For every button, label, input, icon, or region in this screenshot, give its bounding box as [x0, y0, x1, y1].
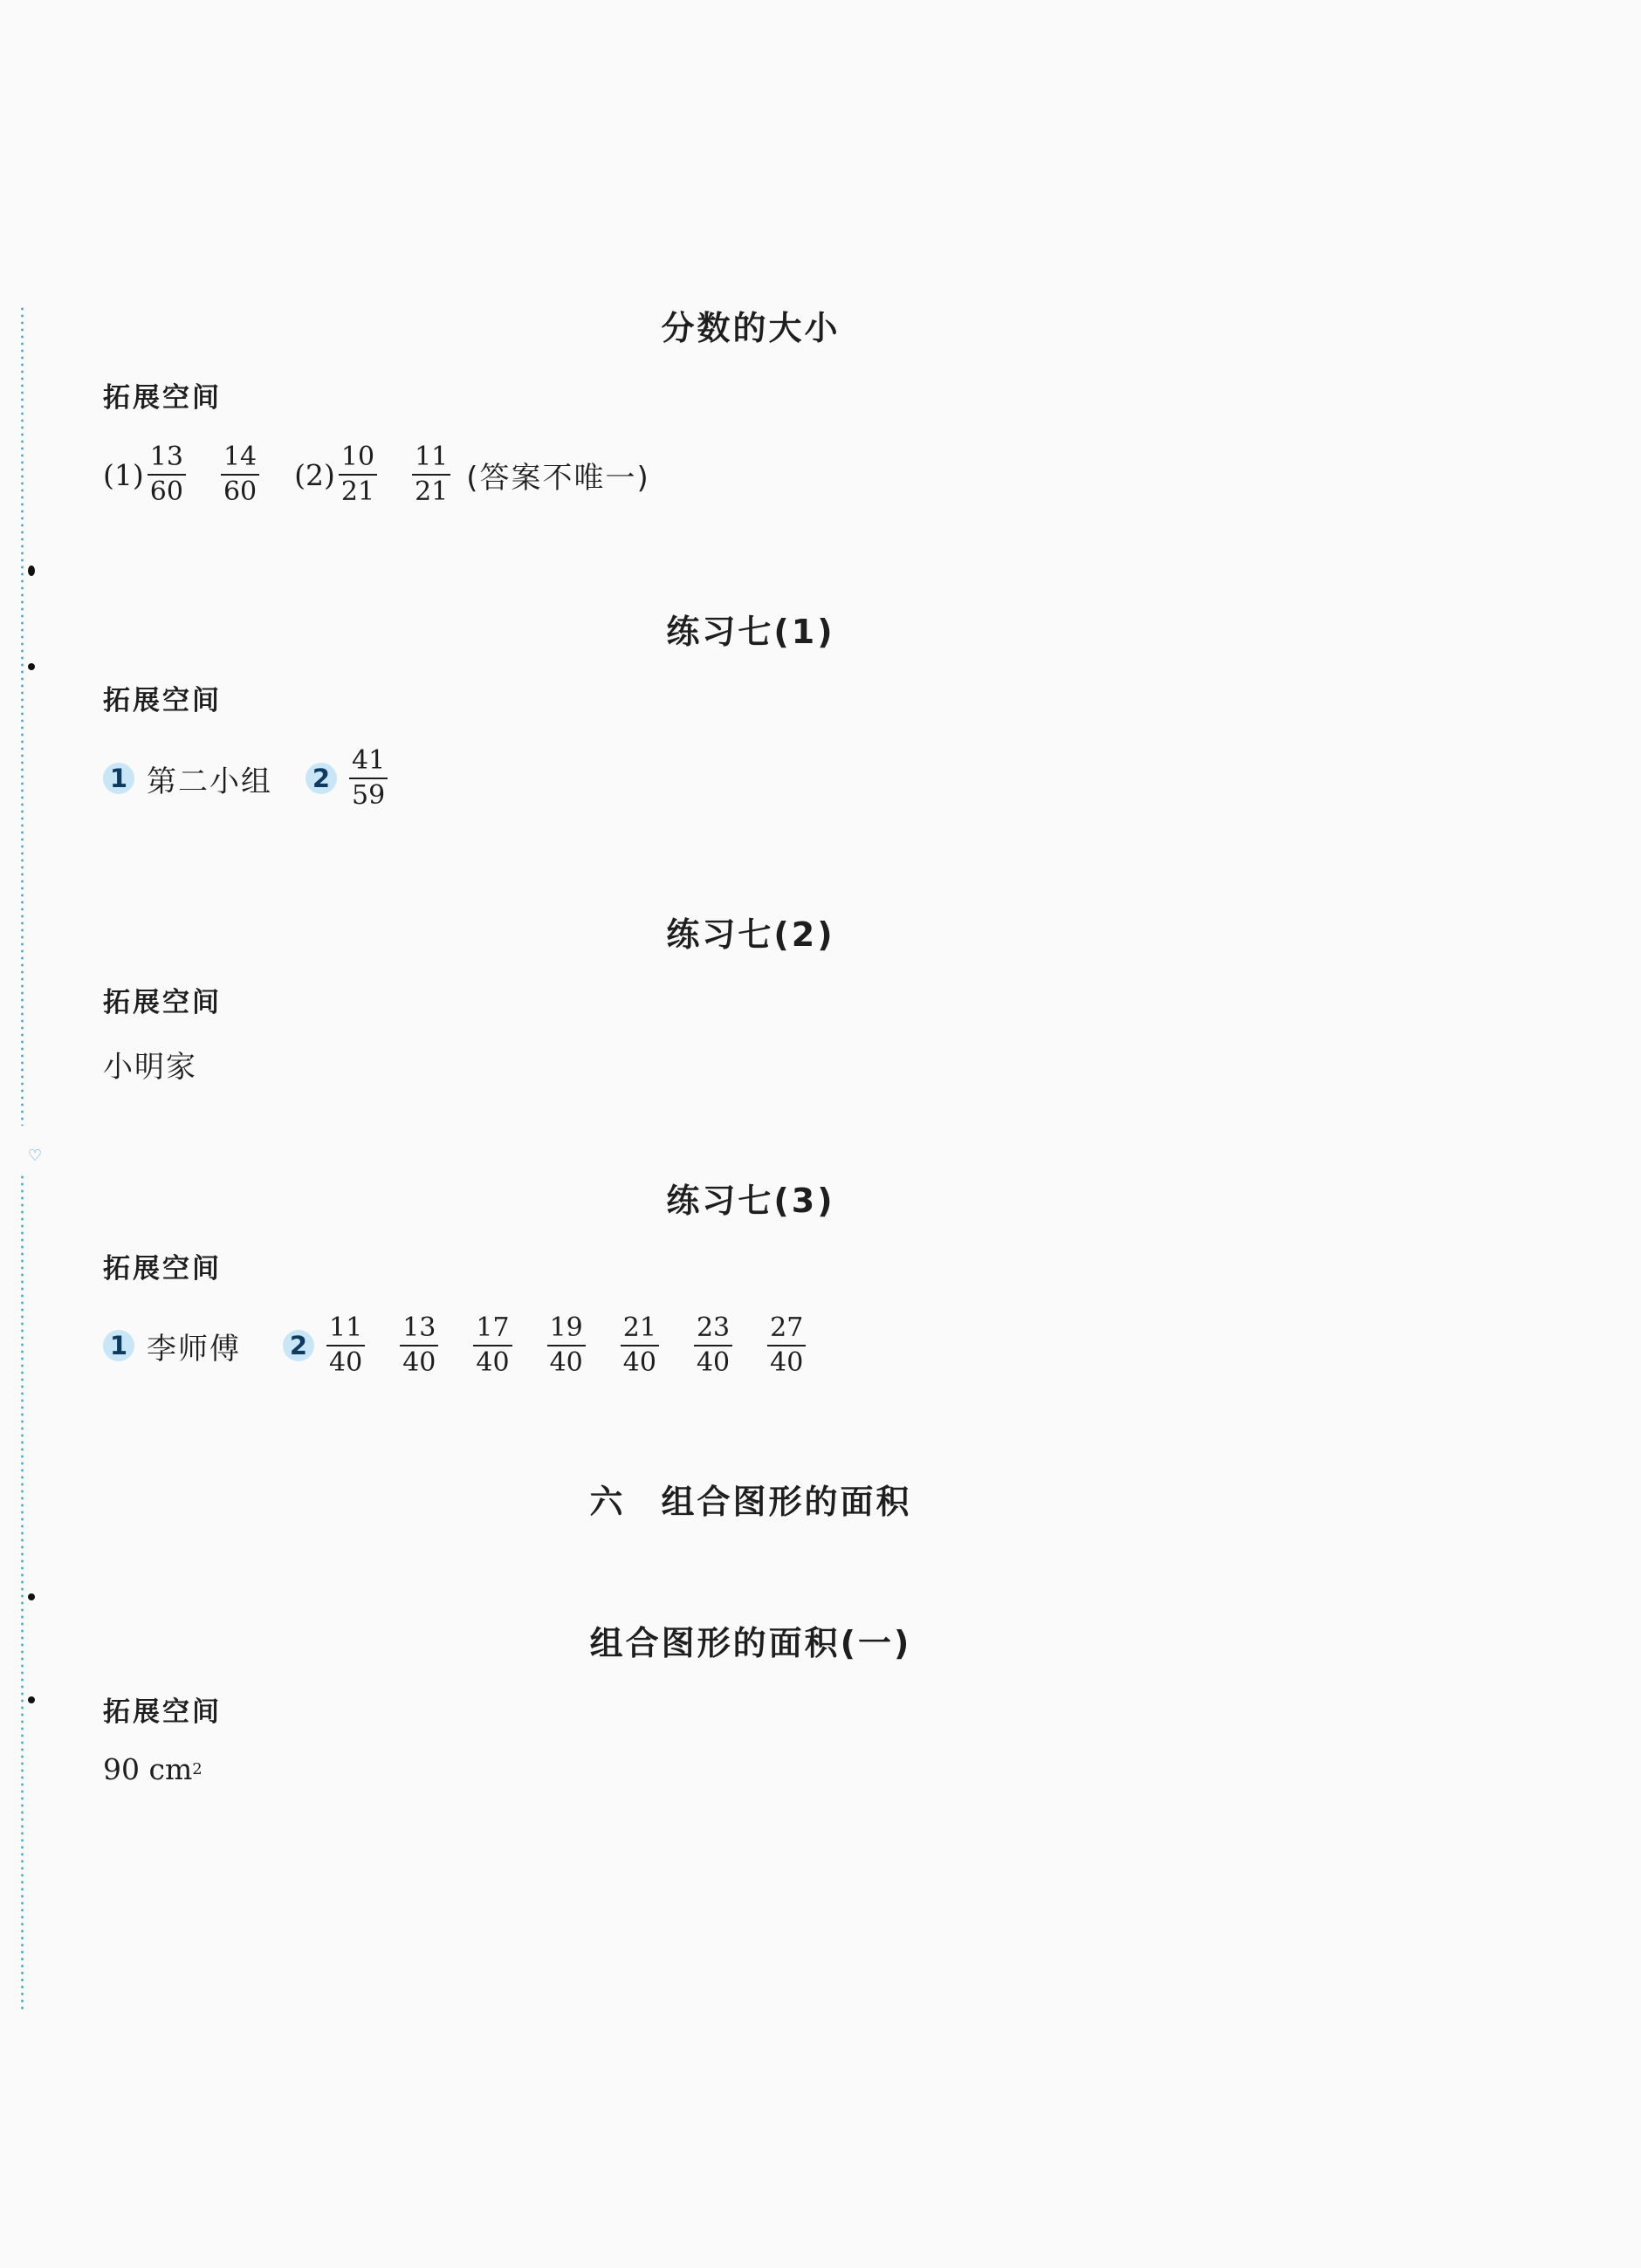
section-title: 练习七(2): [666, 915, 835, 954]
unit-exponent: 2: [192, 1760, 203, 1778]
question-label: (1): [103, 457, 144, 492]
fraction: $\frac{41}{59}$: [349, 744, 388, 812]
answer-text: 第二小组: [147, 764, 272, 799]
section-subtitle: 拓展空间: [103, 685, 222, 716]
fraction: $\frac{23}{40}$: [694, 1312, 732, 1380]
chapter-title: 六 组合图形的面积: [589, 1483, 912, 1521]
question-number-badge: 1: [103, 1330, 134, 1361]
section-title: 练习七(3): [666, 1182, 835, 1220]
binding-mark: [28, 1593, 35, 1600]
section-subtitle: 拓展空间: [103, 987, 222, 1018]
dotted-line-lower: [21, 1174, 24, 2011]
fraction: $\frac{11}{40}$: [326, 1312, 365, 1380]
fraction: $\frac{13}{40}$: [400, 1312, 438, 1380]
answer-text: 李师傅: [147, 1331, 241, 1367]
section-title: 分数的大小: [661, 309, 841, 347]
question-number-badge: 1: [103, 763, 134, 794]
answer-text: 小明家: [103, 1050, 197, 1085]
question-number-badge: 2: [306, 763, 337, 794]
answer-text: 90 cm: [103, 1752, 193, 1786]
fraction: $\frac{17}{40}$: [473, 1312, 512, 1380]
question-number-badge: 2: [283, 1330, 314, 1361]
section-subtitle: 拓展空间: [103, 1696, 222, 1728]
answer-line: [103, 1043, 197, 1086]
binding-mark: [28, 663, 35, 670]
section-title: 练习七(1): [666, 613, 835, 651]
binding-mark: [28, 1696, 35, 1703]
binding-mark: [28, 565, 35, 576]
answer-line: [103, 1752, 203, 1786]
heart-icon: ♡: [28, 1147, 43, 1165]
fraction: $\frac{10}{21}$: [339, 441, 377, 509]
fraction: $\frac{14}{60}$: [221, 441, 259, 509]
section-title: 组合图形的面积(一): [589, 1624, 912, 1662]
answer-note: (答案不唯一): [466, 460, 650, 496]
fraction: $\frac{11}{21}$: [412, 441, 450, 509]
fraction: $\frac{19}{40}$: [547, 1312, 586, 1380]
fraction: $\frac{27}{40}$: [767, 1312, 806, 1380]
fraction: $\frac{21}{40}$: [621, 1312, 659, 1380]
answer-line: [103, 441, 650, 509]
section-subtitle: 拓展空间: [103, 382, 222, 414]
answer-line: [103, 744, 398, 812]
section-subtitle: 拓展空间: [103, 1253, 222, 1285]
answer-line: [103, 1312, 816, 1380]
fraction: $\frac{13}{60}$: [148, 441, 186, 509]
question-label: (2): [294, 457, 335, 492]
dotted-line-upper: [21, 305, 24, 1126]
